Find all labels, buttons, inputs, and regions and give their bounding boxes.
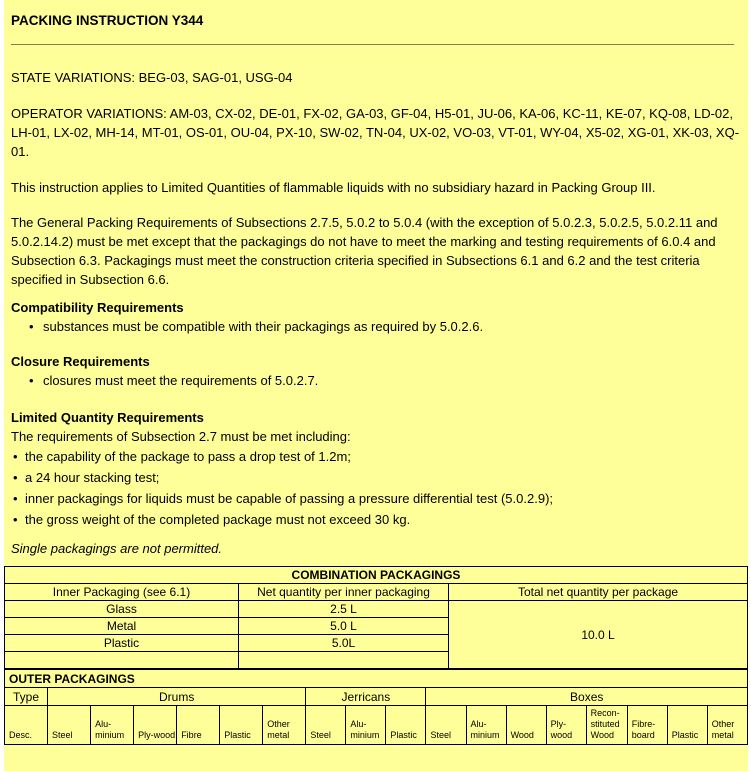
limited-quantity-bullet xyxy=(11,446,740,467)
limited-quantity-bullet xyxy=(11,467,740,488)
boxes-subcol-cell: Fibre-board xyxy=(627,706,667,745)
type-header-cell: Type xyxy=(5,688,48,706)
limited-quantity-bullet xyxy=(11,488,740,509)
jerricans-subcol-cell: Plastic xyxy=(386,706,426,745)
closure-bullet xyxy=(11,371,740,390)
compatibility-bullet xyxy=(11,317,740,336)
general-requirements-paragraph: The General Packing Requirements of Subsections 2.7.5, 5.0.2 to 5.0.4 (with the exception of 5.0.2.3, 5.0.2.5, 5.0.2.11 and 5.0.2.14.2) must be met except that the packagings do not have to meet the marking and testing requirements of 6.0.4 and Subsection 6.3. Packagings must meet the construction criteria specified in Subsections 6.1 and 6.2 and the test criteria specified in Subsection 6.6. xyxy=(11,215,718,287)
net-quantity-cell: 2.5 L xyxy=(239,601,449,618)
boxes-group-header: Boxes xyxy=(426,688,748,706)
drums-subcol-cell: Steel xyxy=(48,706,91,745)
bullet-text: substances must be compatible with their packagings as required by 5.0.2.6. xyxy=(43,319,484,334)
table-row xyxy=(5,601,748,618)
document-content xyxy=(4,0,748,771)
outer-packagings-title: OUTER PACKAGINGS xyxy=(5,670,748,688)
bullet-icon: • xyxy=(13,491,18,506)
compatibility-heading: Compatibility Requirements xyxy=(11,300,184,315)
drums-subcol-cell: Fibre xyxy=(177,706,220,745)
single-packagings-note: Single packagings are not permitted. xyxy=(11,541,223,556)
drums-subcol-cell: Plastic xyxy=(220,706,263,745)
outer-subcolumn-row xyxy=(5,706,748,745)
state-variations: STATE VARIATIONS: BEG-03, SAG-01, USG-04 xyxy=(11,70,293,85)
limited-quantity-intro: The requirements of Subsection 2.7 must be met including: xyxy=(11,429,351,444)
boxes-subcol-cell: Plastic xyxy=(667,706,707,745)
col-header-net-quantity: Net quantity per inner packaging xyxy=(239,584,449,601)
page-title: PACKING INSTRUCTION Y344 xyxy=(11,13,204,28)
combination-table-title: COMBINATION PACKAGINGS xyxy=(5,567,748,584)
drums-subcol-cell: Alu-minium xyxy=(91,706,134,745)
bullet-text: the capability of the package to pass a drop test of 1.2m; xyxy=(25,449,351,464)
combination-header-row xyxy=(5,584,748,601)
outer-group-header-row xyxy=(5,688,748,706)
bullet-icon: • xyxy=(13,449,18,464)
limited-quantity-bullet xyxy=(11,509,740,530)
bullet-text: closures must meet the requirements of 5.0.2.7. xyxy=(43,373,319,388)
col-header-total-net-quantity: Total net quantity per package xyxy=(449,584,748,601)
limited-quantity-heading: Limited Quantity Requirements xyxy=(11,410,204,425)
bullet-icon: • xyxy=(13,470,18,485)
material-cell: Plastic xyxy=(5,635,239,652)
divider-line: ____________________________________________________________________________________________________ xyxy=(11,32,734,46)
bullet-icon: • xyxy=(29,319,34,334)
closure-heading: Closure Requirements xyxy=(11,354,150,369)
bullet-text: a 24 hour stacking test; xyxy=(25,470,160,485)
operator-variations: OPERATOR VARIATIONS: AM-03, CX-02, DE-01, FX-02, GA-03, GF-04, H5-01, JU-06, KA-06, KC-11, KE-07, KQ-08, LD-02, LH-01, LX-02, MH-14, MT-01, OS-01, OU-04, PX-10, SW-02, TN-04, UX-02, VO-03, VT-01, WY-04, X5-02, XG-01, XK-03, XQ-01. xyxy=(11,106,740,159)
boxes-subcol-cell: Steel xyxy=(426,706,466,745)
boxes-subcol-cell: Other metal xyxy=(707,706,747,745)
col-header-inner-packaging: Inner Packaging (see 6.1) xyxy=(5,584,239,601)
jerricans-subcol-cell: Alu-minium xyxy=(346,706,386,745)
net-quantity-cell: 5.0 L xyxy=(239,618,449,635)
outer-packagings-table xyxy=(4,669,748,745)
boxes-subcol-cell: Wood xyxy=(506,706,546,745)
net-quantity-cell xyxy=(239,652,449,669)
material-cell xyxy=(5,652,239,669)
drums-subcol-cell: Ply-wood xyxy=(134,706,177,745)
bullet-icon: • xyxy=(29,373,34,388)
bullet-text: inner packagings for liquids must be capable of passing a pressure differential test (5.0.2.9); xyxy=(25,491,554,506)
drums-subcol-cell: Other metal xyxy=(263,706,306,745)
boxes-subcol-cell: Ply-wood xyxy=(546,706,586,745)
net-quantity-cell: 5.0L xyxy=(239,635,449,652)
jerricans-subcol-cell: Steel xyxy=(306,706,346,745)
bullet-icon: • xyxy=(13,512,18,527)
drums-group-header: Drums xyxy=(48,688,306,706)
material-cell: Metal xyxy=(5,618,239,635)
desc-header-cell: Desc. xyxy=(5,706,48,745)
combination-packagings-table xyxy=(4,566,748,669)
applicability-paragraph: This instruction applies to Limited Quantities of flammable liquids with no subsidiary hazard in Packing Group III. xyxy=(11,180,656,195)
document-body xyxy=(4,0,748,558)
boxes-subcol-cell: Recon-stituted Wood xyxy=(586,706,627,745)
bullet-text: the gross weight of the completed package must not exceed 30 kg. xyxy=(25,512,411,527)
total-net-quantity-cell: 10.0 L xyxy=(449,601,748,669)
boxes-subcol-cell: Alu-minium xyxy=(466,706,506,745)
jerricans-group-header: Jerricans xyxy=(306,688,426,706)
material-cell: Glass xyxy=(5,601,239,618)
